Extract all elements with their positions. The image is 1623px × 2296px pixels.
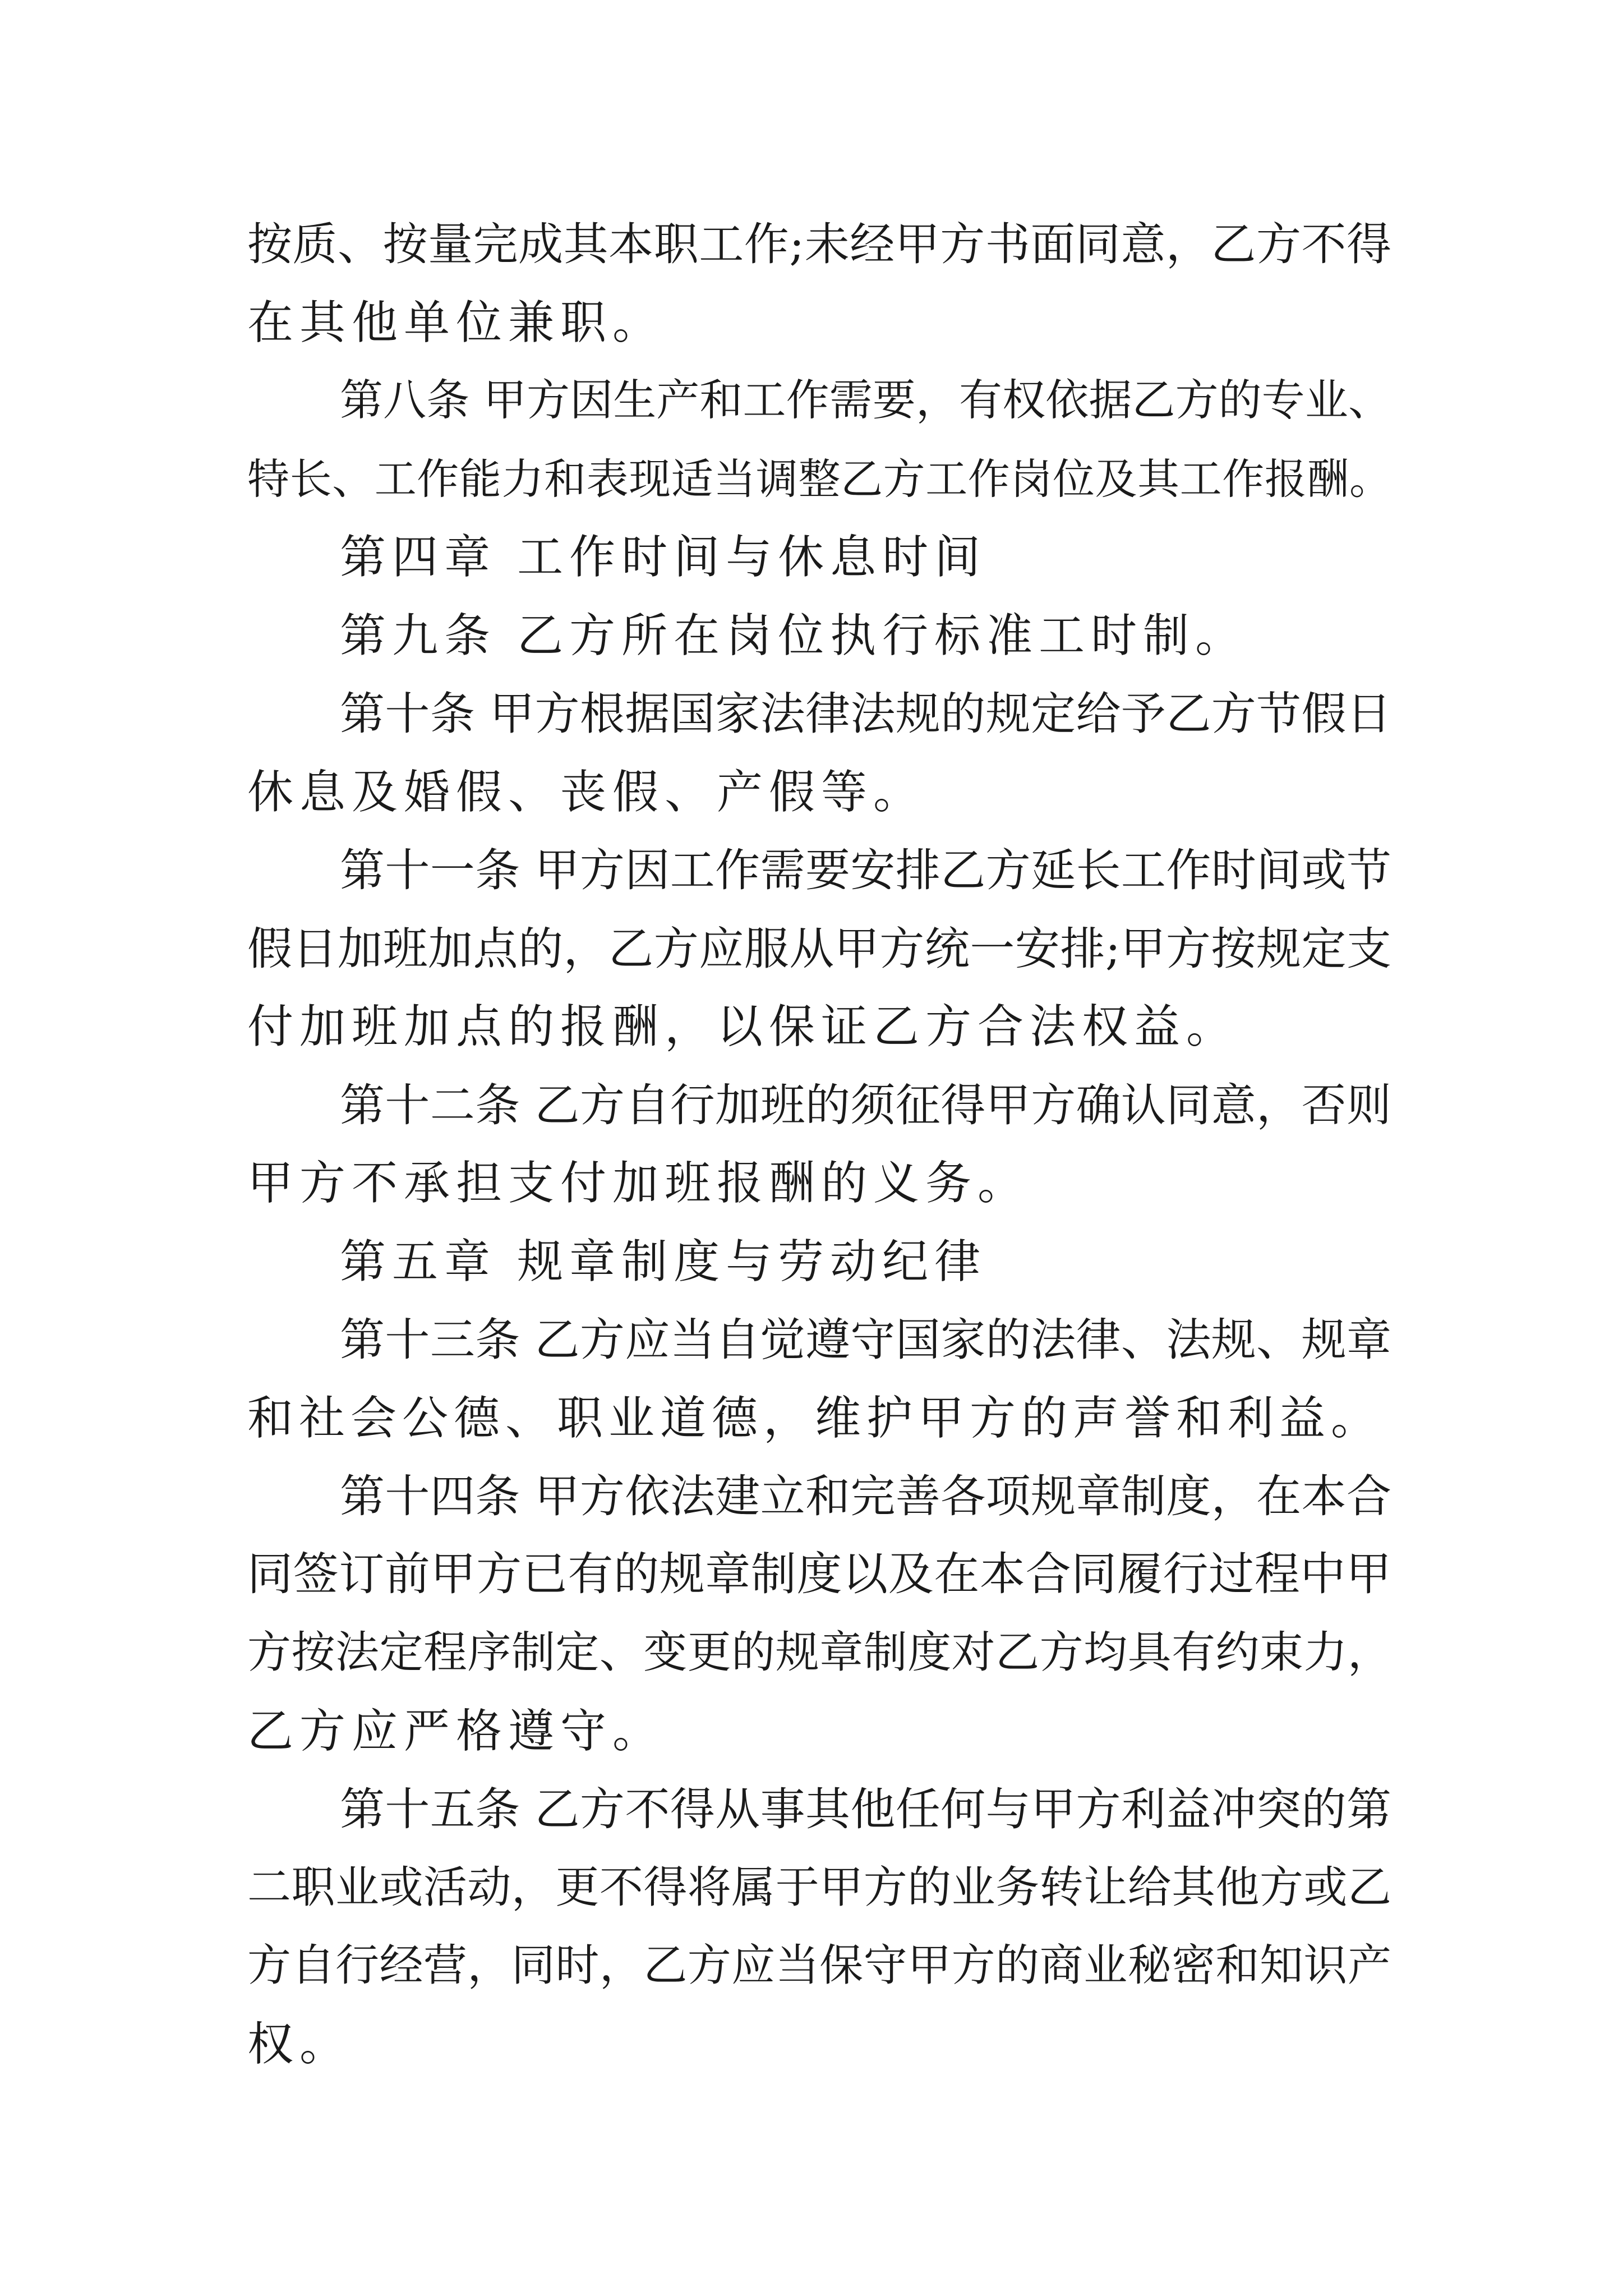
text-line: 乙方应严格遵守。: [247, 1704, 665, 1758]
text-line: 按质、按量完成其本职工作;未经甲方书面同意，乙方不得: [247, 218, 1391, 270]
text-line: 特长、工作能力和表现适当调整乙方工作岗位及其工作报酬。: [247, 454, 1391, 504]
text-line: 第四章 工作时间与休息时间: [340, 531, 987, 584]
text-line: 付加班加点的报酬，以保证乙方合法权益。: [247, 1000, 1239, 1053]
text-line: 第九条 乙方所在岗位执行标准工时制。: [340, 609, 1248, 662]
text-line: 第十四条 甲方依法建立和完善各项规章制度，在本合: [340, 1470, 1391, 1522]
text-line: 假日加班加点的，乙方应服从甲方统一安排;甲方按规定支: [247, 922, 1391, 975]
text-line: 权。: [247, 2017, 352, 2071]
text-line: 方自行经营，同时，乙方应当保守甲方的商业秘密和知识产: [247, 1940, 1391, 1991]
contract-body-text: [247, 205, 1391, 2083]
text-line: 休息及婚假、丧假、产假等。: [247, 765, 926, 819]
text-line: 和社会公德、职业道德，维护甲方的声誉和利益。: [247, 1391, 1383, 1445]
text-line: 第十三条 乙方应当自觉遵守国家的法律、法规、规章: [340, 1314, 1391, 1366]
text-line: 甲方不承担支付加班报酬的义务。: [247, 1157, 1030, 1210]
text-line: 在其他单位兼职。: [247, 296, 665, 349]
text-line: 第十五条 乙方不得从事其他任何与甲方利益冲突的第: [340, 1783, 1391, 1835]
text-line: 第十二条 乙方自行加班的须征得甲方确认同意，否则: [340, 1079, 1391, 1131]
text-line: 第十条 甲方根据国家法律法规的规定给予乙方节假日: [340, 688, 1391, 740]
text-line: 第八条 甲方因生产和工作需要，有权依据乙方的专业、: [340, 376, 1391, 426]
text-line: 二职业或活动，更不得将属于甲方的业务转让给其他方或乙: [247, 1862, 1391, 1913]
text-line: 方按法定程序制定、变更的规章制度对乙方均具有约束力，: [247, 1627, 1391, 1678]
text-line: 同签订前甲方已有的规章制度以及在本合同履行过程中甲: [247, 1548, 1391, 1601]
text-line: 第五章 规章制度与劳动纪律: [340, 1235, 987, 1289]
text-line: 第十一条 甲方因工作需要安排乙方延长工作时间或节: [340, 844, 1391, 896]
